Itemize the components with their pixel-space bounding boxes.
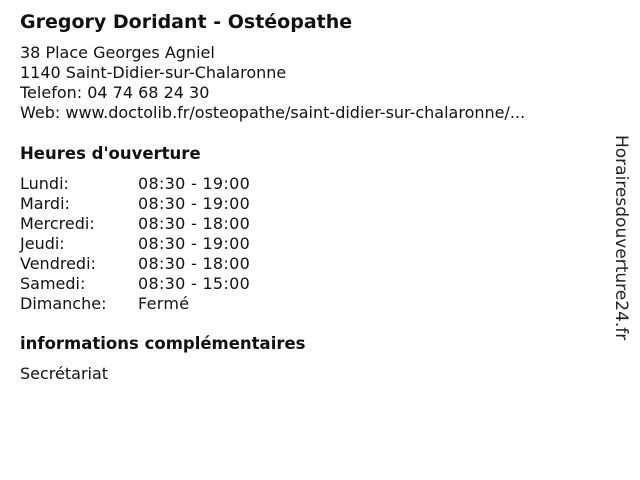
hours-row-sunday <box>20 294 250 314</box>
hours-row-thursday <box>20 234 250 254</box>
address-city: 1140 Saint-Didier-sur-Chalaronne <box>20 63 287 82</box>
time-value: 08:30 - 19:00 <box>138 174 251 193</box>
day-label: Jeudi: <box>20 234 65 253</box>
additional-info-text: Secrétariat <box>20 364 109 383</box>
day-label: Vendredi: <box>20 254 96 273</box>
website-link[interactable]: Web: www.doctolib.fr/osteopathe/saint-didier-sur-chalaronne/... <box>20 103 526 122</box>
day-label: Samedi: <box>20 274 86 293</box>
hours-row-saturday <box>20 274 250 294</box>
time-value: 08:30 - 15:00 <box>138 274 251 293</box>
site-watermark: Horairesdouverture24.fr <box>611 135 631 341</box>
time-value: 08:30 - 18:00 <box>138 254 251 273</box>
time-value: 08:30 - 19:00 <box>138 194 251 213</box>
business-title: Gregory Doridant - Ostéopathe <box>20 11 353 33</box>
contact-block <box>20 43 525 123</box>
hours-row-tuesday <box>20 194 250 214</box>
day-label: Mercredi: <box>20 214 95 233</box>
day-label: Dimanche: <box>20 294 107 313</box>
time-value: 08:30 - 19:00 <box>138 234 251 253</box>
day-label: Mardi: <box>20 194 70 213</box>
additional-info-heading: informations complémentaires <box>20 334 306 353</box>
opening-hours-table <box>20 174 250 314</box>
hours-row-wednesday <box>20 214 250 234</box>
address-street: 38 Place Georges Agniel <box>20 43 215 62</box>
time-value: Fermé <box>138 294 190 313</box>
phone-number[interactable]: Telefon: 04 74 68 24 30 <box>20 83 210 102</box>
hours-row-friday <box>20 254 250 274</box>
hours-row-monday <box>20 174 250 194</box>
day-label: Lundi: <box>20 174 69 193</box>
opening-hours-heading: Heures d'ouverture <box>20 144 201 163</box>
time-value: 08:30 - 18:00 <box>138 214 251 233</box>
